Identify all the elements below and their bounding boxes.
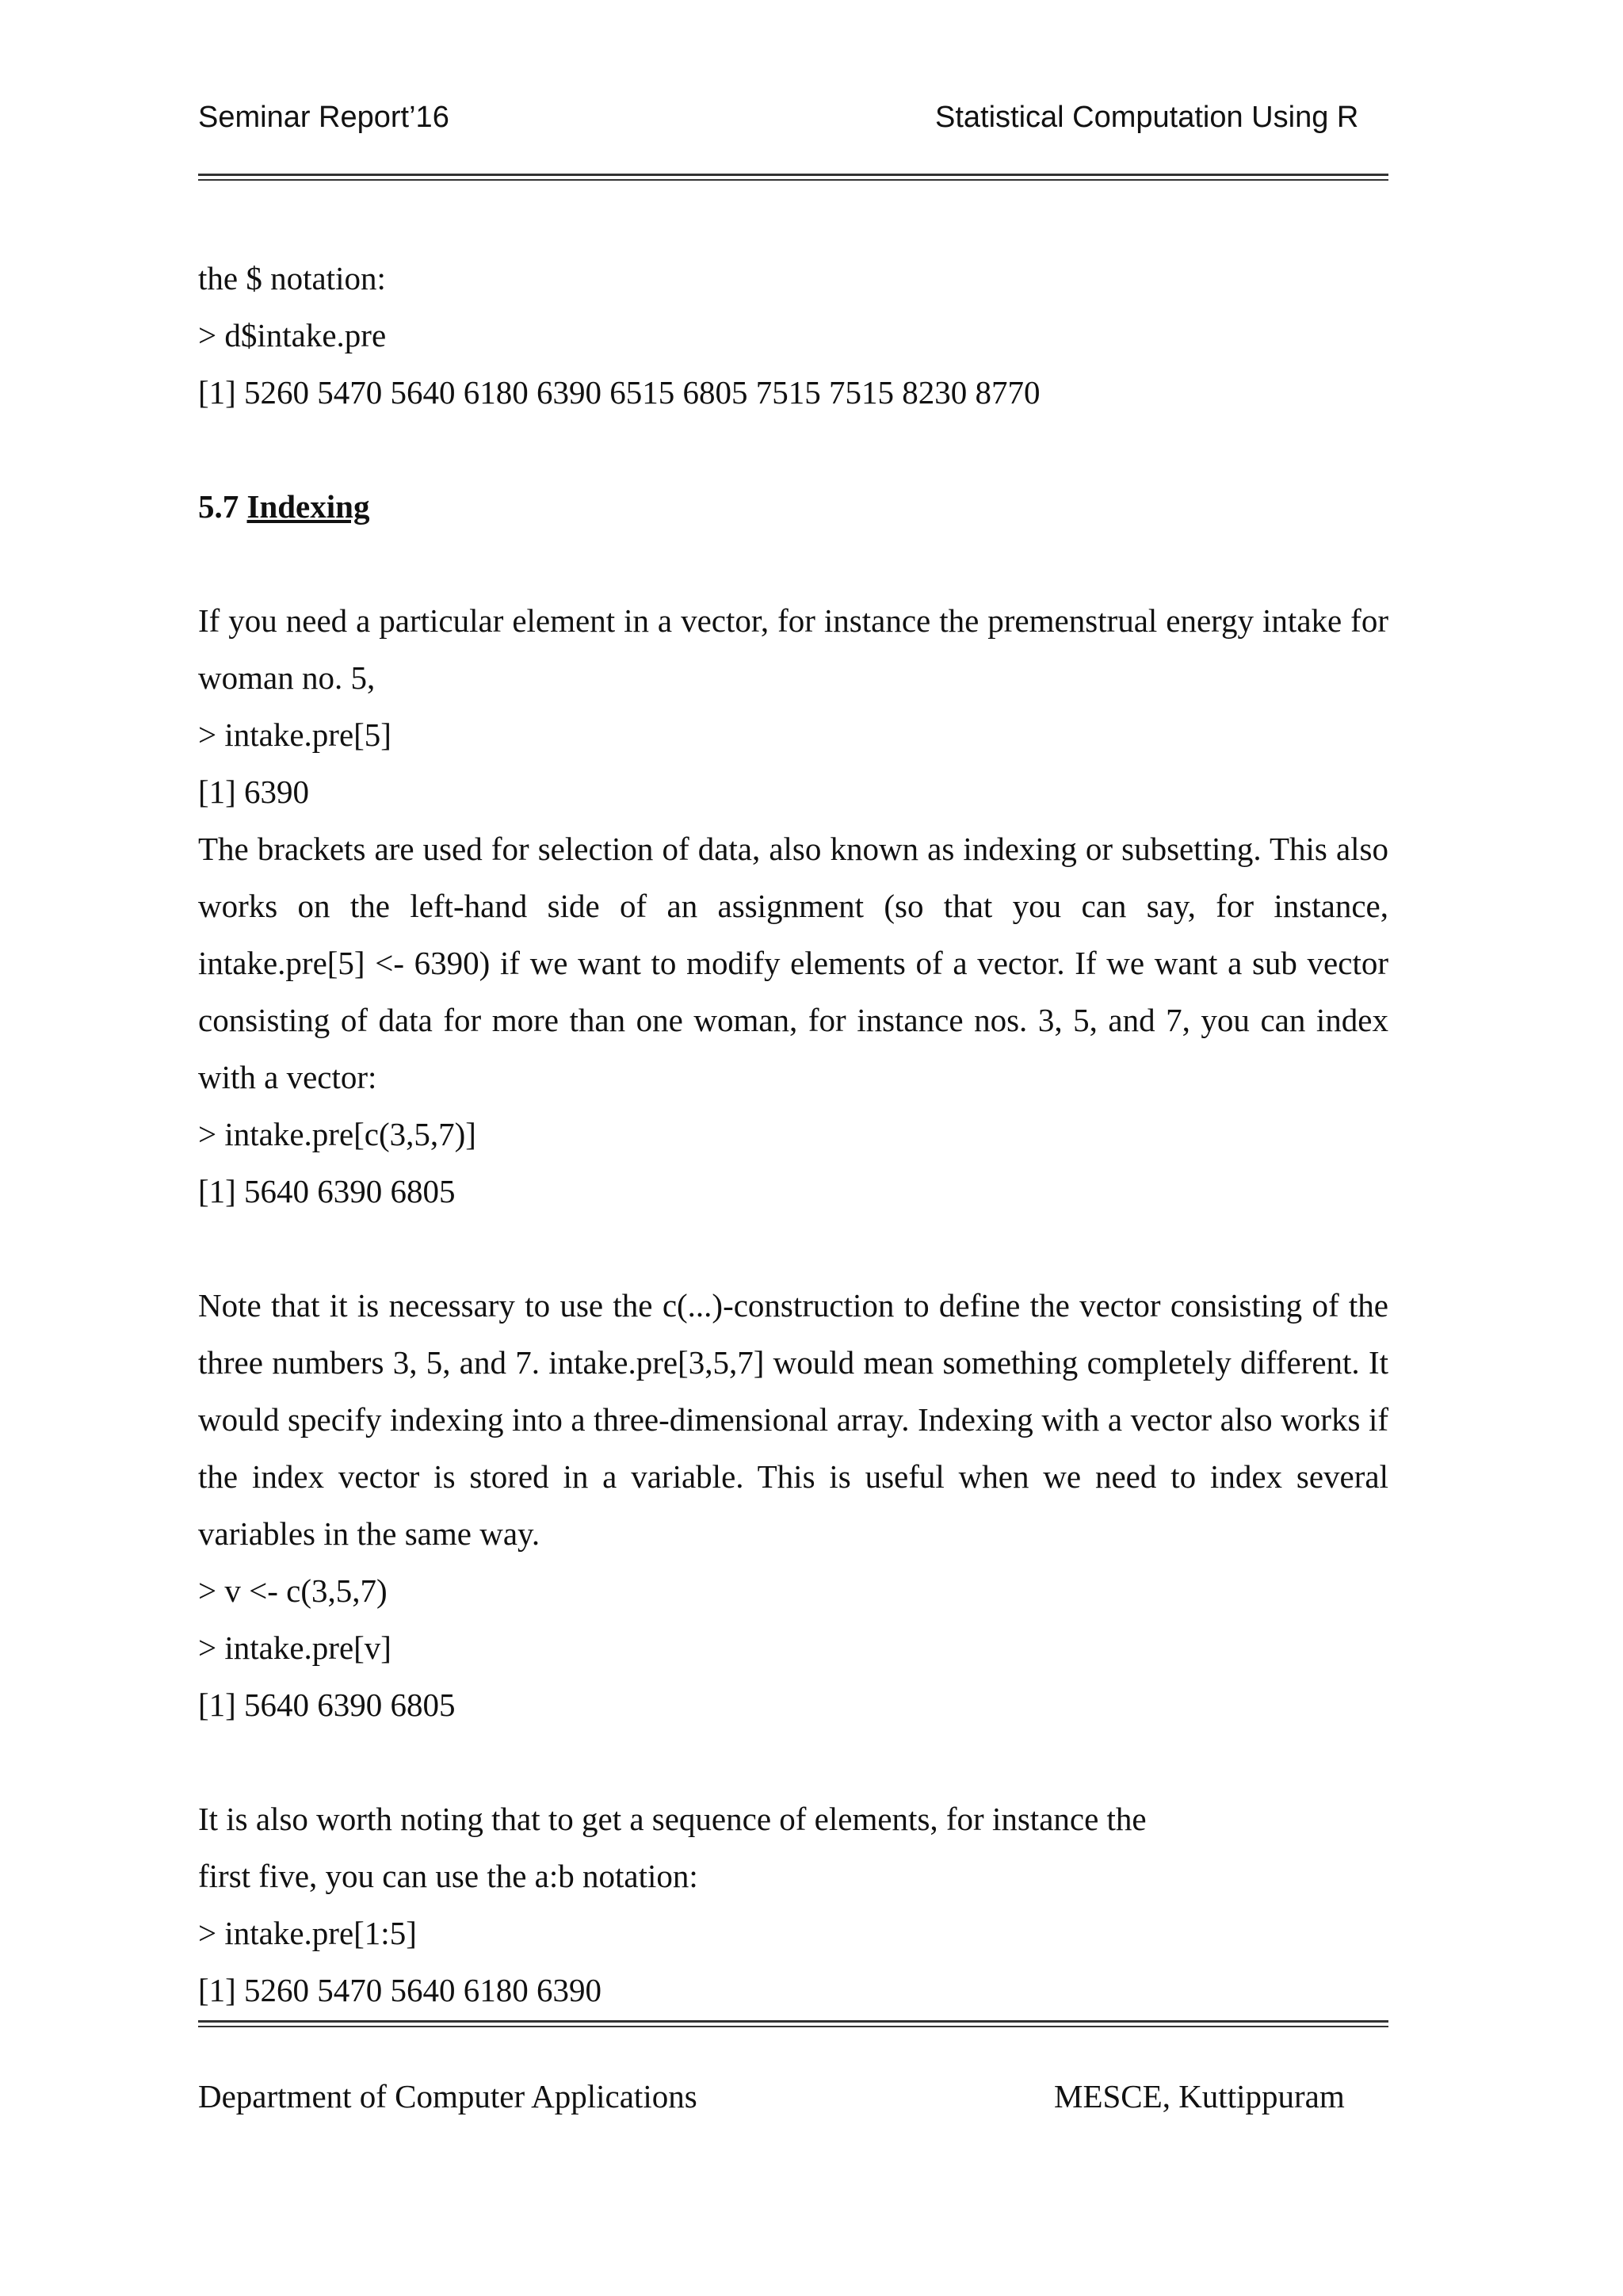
output-line: [1] 6390 xyxy=(198,774,310,810)
code-line: > intake.pre[5] xyxy=(198,716,391,753)
spacer xyxy=(198,421,1388,478)
section-title: Indexing xyxy=(246,488,370,525)
paragraph-line: first five, you can use the a:b notation: xyxy=(198,1858,698,1894)
footer-divider xyxy=(198,2020,1388,2027)
page-body xyxy=(198,250,1388,2019)
intro-line: the $ notation: xyxy=(198,260,386,296)
code-line: > v <- c(3,5,7) xyxy=(198,1572,388,1609)
footer-department: Department of Computer Applications xyxy=(198,2078,697,2115)
code-line: > intake.pre[1:5] xyxy=(198,1915,417,1951)
section-heading xyxy=(198,478,1388,535)
code-line: > intake.pre[c(3,5,7)] xyxy=(198,1116,476,1152)
output-line: [1] 5260 5470 5640 6180 6390 xyxy=(198,1972,602,2008)
paragraph: The brackets are used for selection of data, also known as indexing or subsetting. This also works on the left-hand side of an assignment (so that you can say, for instance, intake.pre[5] <- 6390) if we want to modify elements of a vector. If we want a sub vector consisting of data for more than one woman, for instance nos. 3, 5, and 7, you can index with a vector: xyxy=(198,831,1388,1095)
output-line: [1] 5640 6390 6805 xyxy=(198,1173,456,1209)
code-line: > d$intake.pre xyxy=(198,317,387,353)
spacer xyxy=(198,535,1388,592)
header-report-title: Seminar Report’16 xyxy=(198,101,449,134)
footer-institution: MESCE, Kuttippuram xyxy=(1054,2078,1345,2115)
spacer xyxy=(198,1733,1388,1790)
header-divider xyxy=(198,174,1388,181)
paragraph: If you need a particular element in a vector, for instance the premenstrual energy intake for woman no. 5, xyxy=(198,602,1388,696)
section-number: 5.7 xyxy=(198,488,247,525)
header-topic-title: Statistical Computation Using R xyxy=(935,101,1359,134)
output-line: [1] 5640 6390 6805 xyxy=(198,1687,456,1723)
output-line: [1] 5260 5470 5640 6180 6390 6515 6805 7515 7515 8230 8770 xyxy=(198,374,1041,411)
paragraph-line: It is also worth noting that to get a sequence of elements, for instance the xyxy=(198,1801,1147,1837)
code-line: > intake.pre[v] xyxy=(198,1629,391,1666)
paragraph: Note that it is necessary to use the c(...)-construction to define the vector consisting of the three numbers 3, 5, and 7. intake.pre[3,5,7] would mean something completely different. It would specify indexing into a three-dimensional array. Indexing with a vector also works if the index vector is stored in a variable. This is useful when we need to index several variables in the same way. xyxy=(198,1287,1388,1552)
spacer xyxy=(198,1220,1388,1277)
